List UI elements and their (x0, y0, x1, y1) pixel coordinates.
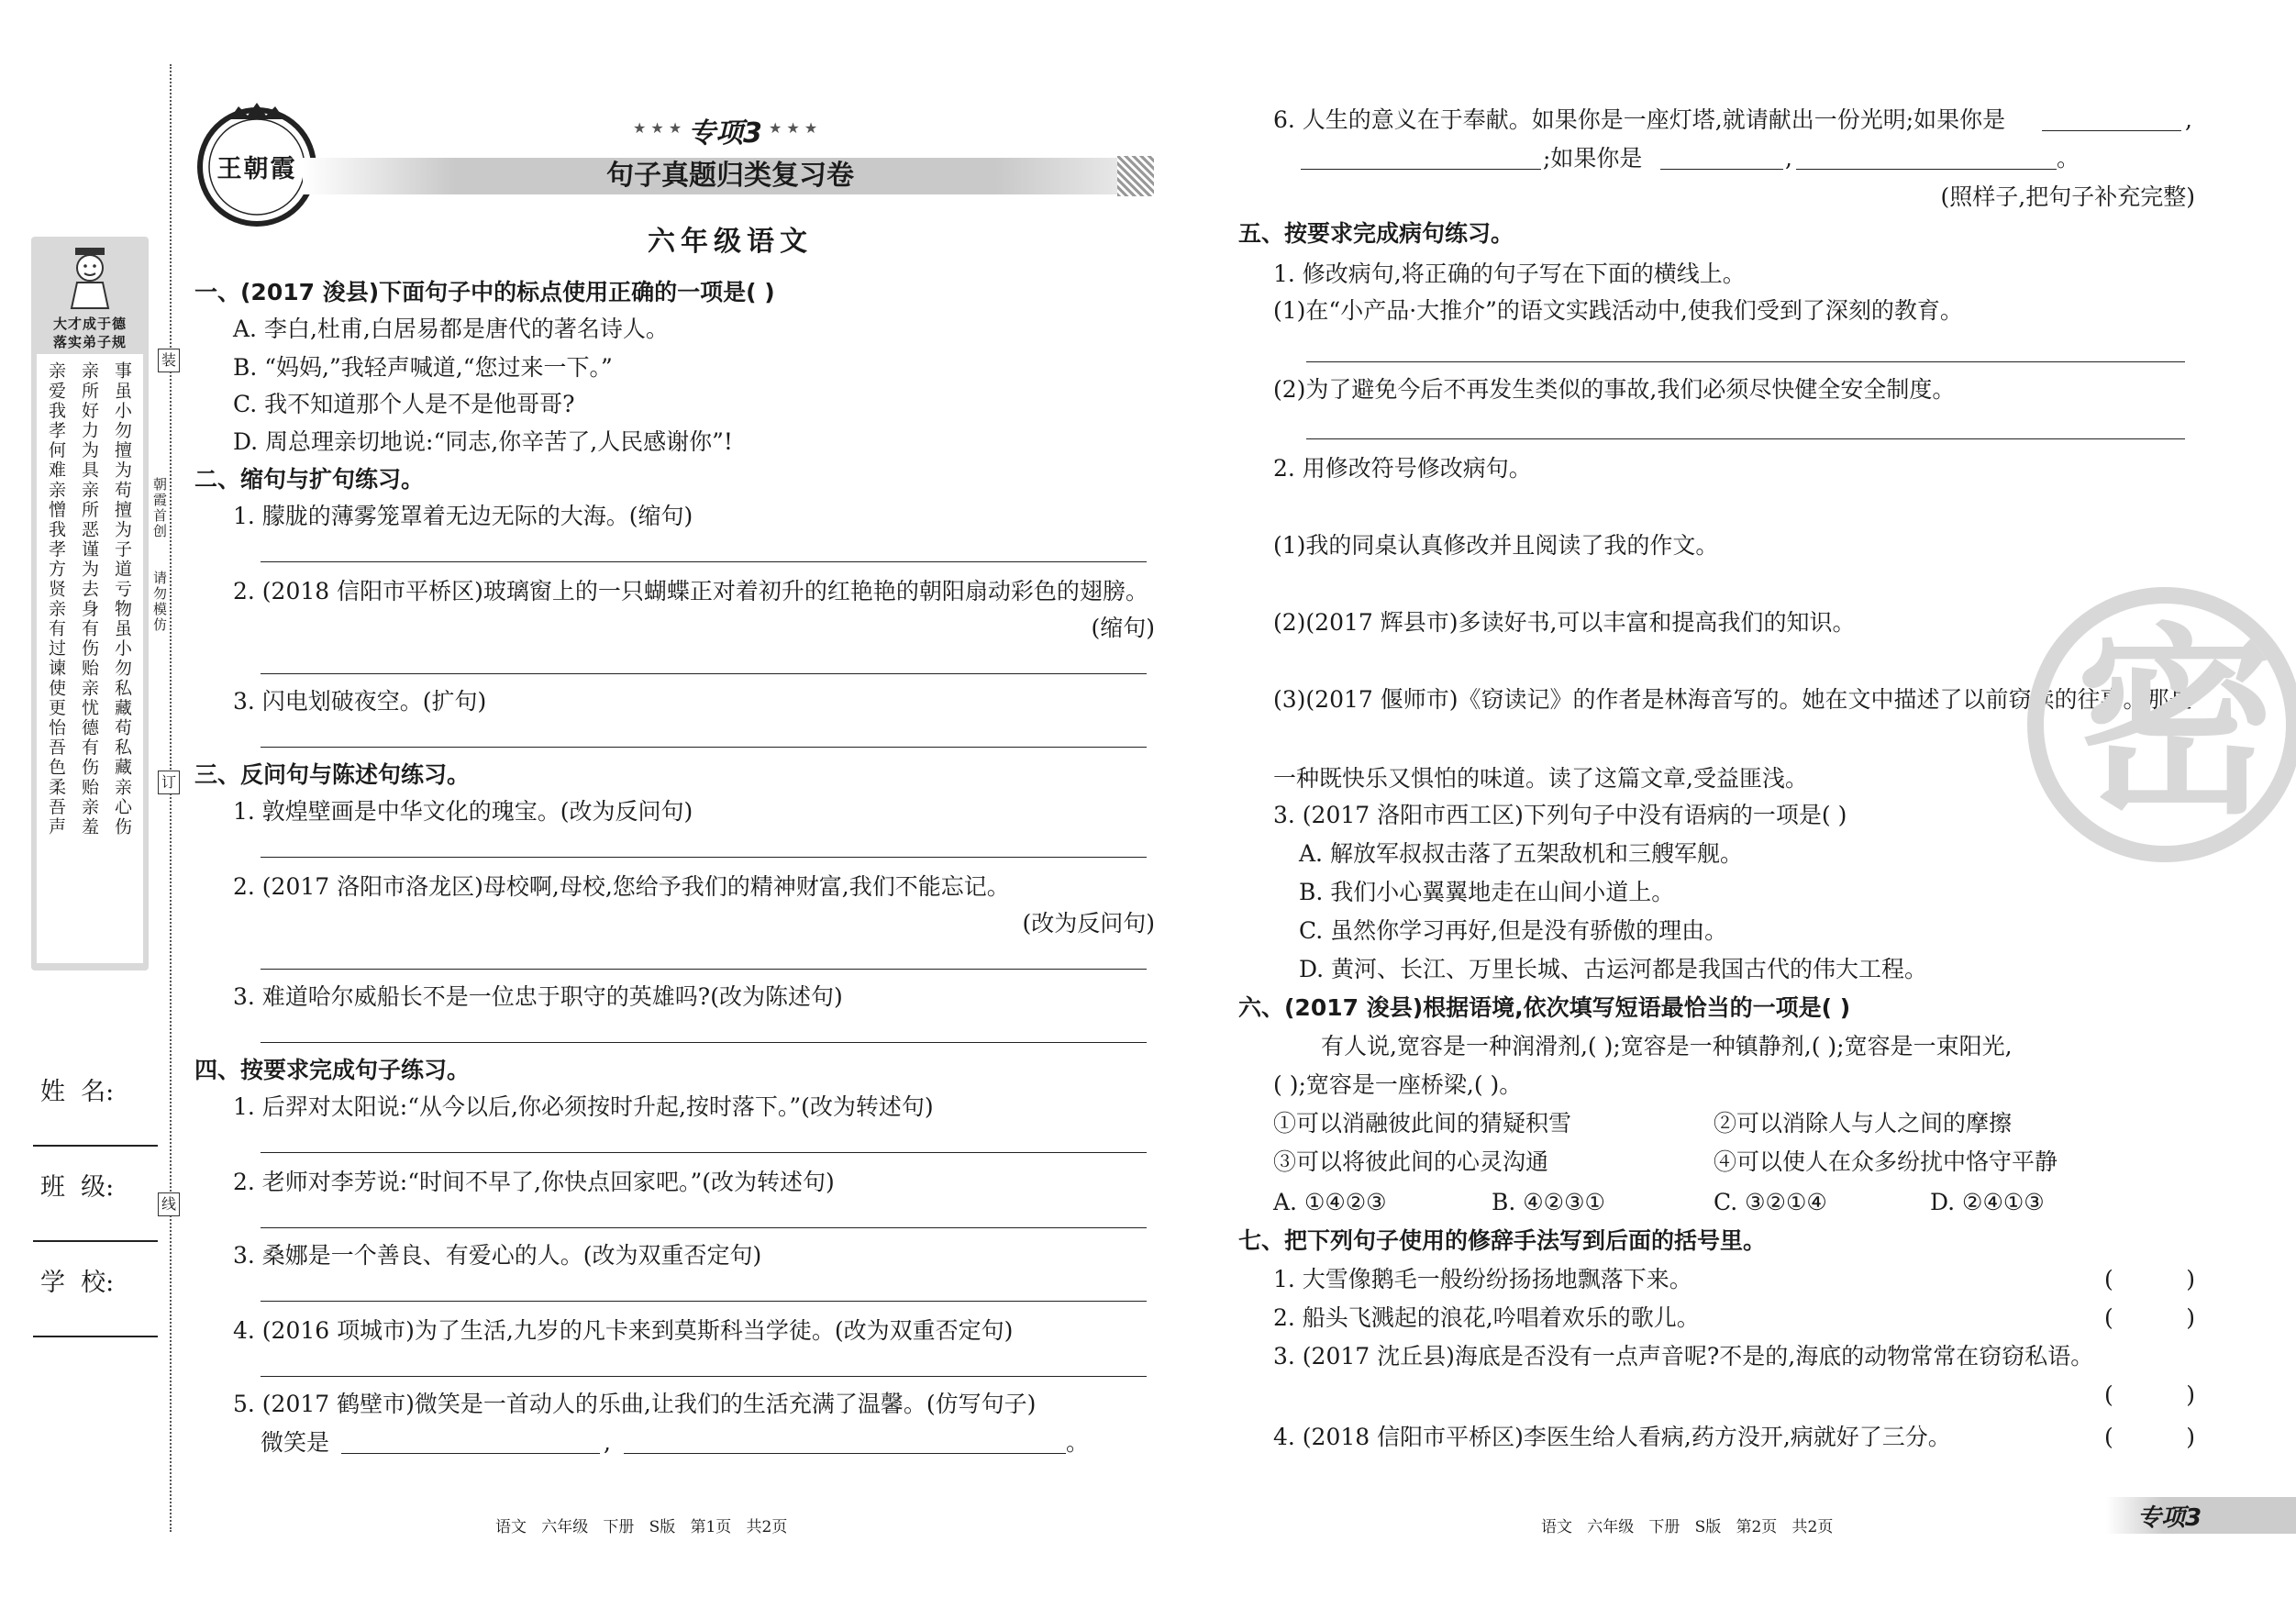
name-field[interactable] (33, 1145, 158, 1147)
s6-phrase-1: ①可以消融彼此间的猜疑积雪 (1273, 1110, 1572, 1137)
section-1-title: 一、(2017 浚县)下面句子中的标点使用正确的一项是( ) (194, 279, 775, 305)
s7-question-2: 2. 船头飞溅起的浪花,吟唱着欢乐的歌儿。 (1273, 1304, 1700, 1331)
s1-option-d[interactable]: D. 周总理亲切地说:“同志,你辛苦了,人民感谢你”! (233, 428, 733, 455)
s7-question-3: 3. (2017 沈丘县)海底是否没有一点声音呢?不是的,海底的动物常常在窃窃私语。 (1273, 1343, 2094, 1370)
confidential-stamp (2027, 587, 2296, 862)
right-page-footer: 语文 六年级 下册 S版 第2页 共2页 (1541, 1518, 1834, 1536)
scholar-figure-icon (62, 246, 117, 310)
s3-q2-answer-line[interactable] (261, 969, 1147, 970)
s5-question-2-3a[interactable]: (3)(2017 偃师市)《窃读记》的作者是林海音写的。她在文中描述了以前窃读的往事。那是 (1273, 686, 2192, 713)
s5-q3-option-d[interactable]: D. 黄河、长江、万里长城、古运河都是我国古代的伟大工程。 (1299, 956, 1928, 982)
grade-subject: 六年级语文 (648, 226, 813, 258)
s1-option-a[interactable]: A. 李白,杜甫,白居易都是唐代的著名诗人。 (233, 316, 669, 342)
series-label: 专项3 (688, 117, 762, 150)
brand-logo-text: 王朝霞 (216, 155, 297, 183)
s2-q3-answer-line[interactable] (261, 747, 1147, 748)
s4-question-6-note: (照样子,把句子补充完整) (1940, 183, 2195, 210)
s7-q1-answer-paren[interactable]: ( ) (2104, 1266, 2195, 1292)
brand-logo (193, 101, 321, 229)
s7-q3-answer-paren[interactable]: ( ) (2104, 1381, 2195, 1408)
school-field[interactable] (33, 1336, 158, 1337)
s4-q5-blank-1[interactable] (341, 1453, 600, 1454)
s4-question-5-lead: 微笑是 (261, 1429, 330, 1456)
s6-phrase-4: ④可以使人在众多纷扰中恪守平静 (1714, 1148, 2058, 1175)
s5-question-2-3b[interactable]: 一种既快乐又惧怕的味道。读了这篇文章,受益匪浅。 (1273, 765, 1808, 792)
s3-question-2: 2. (2017 洛阳市洛龙区)母校啊,母校,您给予我们的精神财富,我们不能忘记。 (233, 873, 1010, 900)
s7-question-4: 4. (2018 信阳市平桥区)李医生给人看病,药方没开,病就好了三分。 (1273, 1424, 1951, 1450)
confidential-stamp-text: 密 (2075, 606, 2278, 841)
s6-phrase-2: ②可以消除人与人之间的摩擦 (1714, 1110, 2013, 1137)
s6-phrase-3: ③可以将彼此间的心灵沟通 (1273, 1148, 1549, 1175)
s4-q5-blank-2[interactable] (624, 1453, 1066, 1454)
s6-passage-1: 有人说,宽容是一种润滑剂,( );宽容是一种镇静剂,( );宽容是一束阳光, (1321, 1033, 2013, 1059)
s4-q2-answer-line[interactable] (261, 1227, 1147, 1228)
s4-q1-answer-line[interactable] (261, 1152, 1147, 1153)
s6-option-a[interactable]: A. ①④②③ (1273, 1189, 1387, 1215)
s4-q6-blank-4[interactable] (1796, 169, 2057, 170)
s4-question-4: 4. (2016 项城市)为了生活,九岁的凡卡来到莫斯科当学徒。(改为双重否定句) (233, 1317, 1014, 1344)
s4-q5-period: 。 (1066, 1429, 1090, 1456)
s6-option-b[interactable]: B. ④②③① (1492, 1189, 1605, 1215)
copyright-note-2: 请勿模仿 (151, 571, 168, 633)
s2-question-3: 3. 闪电划破夜空。(扩句) (233, 688, 487, 715)
s2-q1-answer-line[interactable] (261, 561, 1147, 562)
s4-q6-blank-1[interactable] (2042, 130, 2181, 131)
s2-question-2-note: (缩句) (1091, 615, 1155, 641)
poem-column-3: 事虽小勿擅为苟擅为子道亏物虽小勿私藏苟私藏亲心伤 (112, 361, 132, 837)
sidebar-panel (31, 237, 149, 970)
s5-question-1: 1. 修改病句,将正确的句子写在下面的横线上。 (1273, 261, 1746, 287)
name-label: 姓 名: (40, 1078, 115, 1106)
s4-q6-blank-3[interactable] (1660, 169, 1783, 170)
s4-q6-comma-1: , (2185, 106, 2192, 133)
ribbon-pattern (1117, 156, 1154, 196)
class-field[interactable] (33, 1240, 158, 1242)
binding-seal-3: 线 (158, 1192, 180, 1216)
section-2-title: 二、缩句与扩句练习。 (194, 466, 425, 493)
s2-question-2: 2. (2018 信阳市平桥区)玻璃窗上的一只蝴蝶正对着初升的红艳艳的朝阳扇动彩色的翅膀。 (233, 578, 1148, 604)
s7-q4-answer-paren[interactable]: ( ) (2104, 1424, 2195, 1450)
left-page-footer: 语文 六年级 下册 S版 第1页 共2页 (495, 1518, 788, 1536)
s5-q1-2-answer-line[interactable] (1306, 438, 2185, 439)
s5-question-1-1: (1)在“小产品·大推介”的语文实践活动中,使我们受到了深刻的教育。 (1273, 297, 1963, 324)
section-5-title: 五、按要求完成病句练习。 (1238, 220, 1514, 247)
s2-q2-answer-line[interactable] (261, 673, 1147, 674)
s5-q3-option-b[interactable]: B. 我们小心翼翼地走在山间小道上。 (1299, 879, 1675, 905)
s4-question-5: 5. (2017 鹤壁市)微笑是一首动人的乐曲,让我们的生活充满了温馨。(仿写句子) (233, 1391, 1037, 1417)
s1-option-b[interactable]: B. “妈妈,”我轻声喊道,“您过来一下。” (233, 354, 613, 381)
s3-question-3: 3. 难道哈尔威船长不是一位忠于职守的英雄吗?(改为陈述句) (233, 983, 843, 1010)
s5-question-2-1[interactable]: (1)我的同桌认真修改并且阅读了我的作文。 (1273, 532, 1719, 559)
s4-q6-comma-2: , (1785, 145, 1792, 172)
s4-question-6-a: 6. 人生的意义在于奉献。如果你是一座灯塔,就请献出一份光明;如果你是 (1273, 106, 2006, 133)
s5-q3-option-c[interactable]: C. 虽然你学习再好,但是没有骄傲的理由。 (1299, 917, 1728, 944)
s4-q6-blank-2[interactable] (1301, 169, 1541, 170)
class-label: 班 级: (40, 1173, 115, 1202)
s6-option-c[interactable]: C. ③②①④ (1714, 1189, 1827, 1215)
s4-q4-answer-line[interactable] (261, 1376, 1147, 1377)
s5-q1-1-answer-line[interactable] (1306, 361, 2185, 362)
poem-column-1: 亲爱我孝何难亲憎我孝方贤亲有过谏使更怡吾色柔吾声 (46, 361, 66, 837)
s4-question-3: 3. 桑娜是一个善良、有爱心的人。(改为双重否定句) (233, 1242, 762, 1269)
section-4-title: 四、按要求完成句子练习。 (194, 1057, 471, 1083)
s4-question-2: 2. 老师对李芳说:“时间不早了,你快点回家吧。”(改为转述句) (233, 1169, 835, 1195)
series-stars-right: ★ ★ ★ (769, 119, 818, 137)
s5-question-2: 2. 用修改符号修改病句。 (1273, 455, 1532, 482)
s4-question-6-b: ;如果你是 (1543, 145, 1643, 172)
school-label: 学 校: (40, 1269, 115, 1297)
s1-option-c[interactable]: C. 我不知道那个人是不是他哥哥? (233, 391, 575, 417)
binding-dotted-line (170, 64, 172, 1532)
s5-question-1-2: (2)为了避免今后不再发生类似的事故,我们必须尽快健全安全制度。 (1273, 376, 1956, 403)
s5-question-2-2[interactable]: (2)(2017 辉县市)多读好书,可以丰富和提高我们的知识。 (1273, 609, 1856, 636)
s4-q5-comma: , (604, 1429, 611, 1456)
section-7-title: 七、把下列句子使用的修辞手法写到后面的括号里。 (1238, 1227, 1767, 1254)
binding-seal-1: 装 (158, 349, 180, 372)
motto-2: 落实弟子规 (52, 334, 127, 350)
s7-q2-answer-paren[interactable]: ( ) (2104, 1304, 2195, 1331)
s3-q3-answer-line[interactable] (261, 1042, 1147, 1043)
poem-column-2: 亲所好力为具亲所恶谨为去身有伤贻亲忧德有伤贻亲羞 (79, 361, 99, 837)
s4-question-1: 1. 后羿对太阳说:“从今以后,你必须按时升起,按时落下。”(改为转述句) (233, 1093, 934, 1120)
s3-q1-answer-line[interactable] (261, 857, 1147, 858)
copyright-note-1: 朝霞首创 (151, 477, 168, 539)
series-stars-left: ★ ★ ★ (633, 119, 682, 137)
section-6-title: 六、(2017 浚县)根据语境,依次填写短语最恰当的一项是( ) (1238, 994, 1851, 1021)
binding-seal-2: 订 (158, 771, 180, 794)
s3-question-2-note: (改为反问句) (1022, 910, 1155, 937)
s5-question-3: 3. (2017 洛阳市西工区)下列句子中没有语病的一项是( ) (1273, 802, 1847, 828)
s4-q3-answer-line[interactable] (261, 1301, 1147, 1302)
s6-option-d[interactable]: D. ②④①③ (1930, 1189, 2045, 1215)
corner-tag: 专项3 (2137, 1504, 2202, 1532)
s5-q3-option-a[interactable]: A. 解放军叔叔击落了五架敌机和三艘军舰。 (1299, 840, 1743, 867)
s7-question-1: 1. 大雪像鹅毛一般纷纷扬扬地飘落下来。 (1273, 1266, 1692, 1292)
page-subtitle: 句子真题归类复习卷 (606, 160, 854, 192)
s3-question-1: 1. 敦煌壁画是中华文化的瑰宝。(改为反问句) (233, 798, 693, 825)
s6-passage-2: ( );宽容是一座桥梁,( )。 (1273, 1071, 1523, 1098)
s4-q6-period: 。 (2057, 145, 2080, 172)
s2-question-1: 1. 朦胧的薄雾笼罩着无边无际的大海。(缩句) (233, 503, 693, 529)
section-3-title: 三、反问句与陈述句练习。 (194, 761, 471, 788)
motto-1: 大才成于德 (52, 316, 127, 332)
